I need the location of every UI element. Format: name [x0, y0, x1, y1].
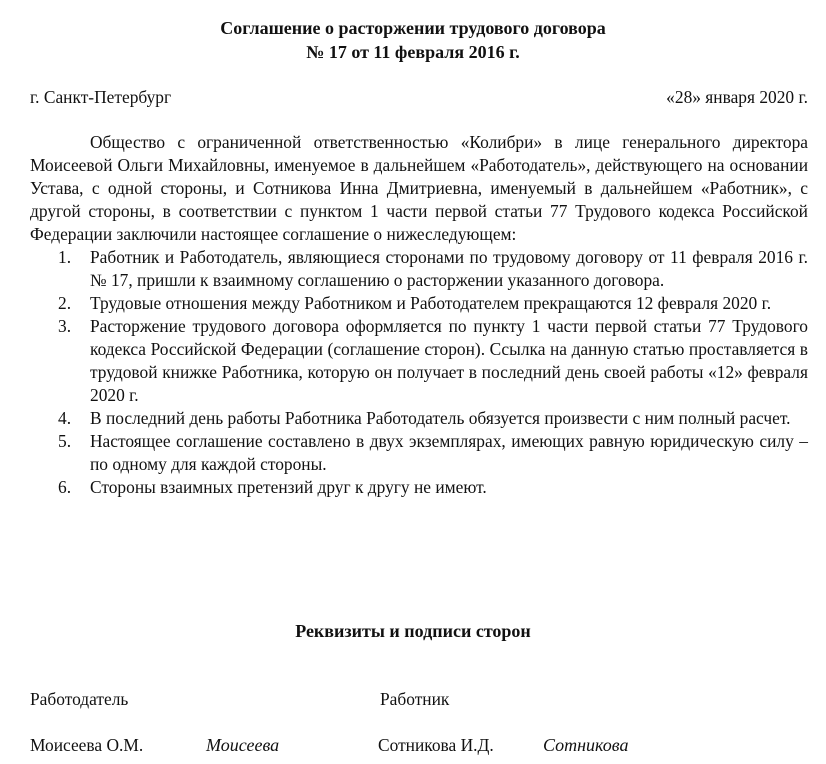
document-number-date: № 17 от 11 февраля 2016 г. — [306, 42, 520, 62]
item-number: 3. — [58, 316, 72, 336]
employee-name: Сотникова И.Д. — [378, 735, 494, 755]
list-item — [30, 315, 808, 407]
item-text: Работник и Работодатель, являющиеся сторонами по трудовому договору от 11 февраля 2016 г. № 17, пришли к взаимному соглашению о расторжении указанного договора. — [90, 247, 808, 290]
item-text: В последний день работы Работника Работодатель обязуется произвести с ним полный расчет. — [90, 408, 791, 428]
item-text: Расторжение трудового договора оформляется по пункту 1 части первой статьи 77 Трудового кодекса Российской Федерации (соглашение сторон). Ссылка на данную статью проставляется в трудовой книжке Работника, которую он получает в последний день своей работы «12» февраля 2020 г. — [90, 316, 808, 405]
list-item — [30, 246, 808, 292]
item-text: Трудовые отношения между Работником и Работодателем прекращаются 12 февраля 2020 г. — [90, 293, 772, 313]
item-number: 6. — [58, 477, 72, 497]
employer-signature: Моисеева — [206, 735, 280, 755]
employee-signature: Сотникова — [543, 735, 629, 755]
item-text: Стороны взаимных претензий друг к другу не имеют. — [90, 477, 487, 497]
intro-paragraph: Общество с ограниченной ответственностью «Колибри» в лице генерального директора Моисеевой Ольги Михайловны, именуемое в дальнейшем «Работодатель», действующего на основании Устава, с одной стороны, и Сотникова Инна Дмитриевна, именуемый в дальнейшем «Работник», с другой стороны, в соответствии с пунктом 1 части первой статьи 77 Трудового кодекса Российской Федерации заключили настоящее соглашение о нижеследующем: — [30, 132, 808, 244]
document-title: Соглашение о расторжении трудового договора — [220, 18, 606, 38]
city: г. Санкт-Петербург — [30, 87, 172, 107]
agreement-items — [30, 246, 808, 499]
list-item — [30, 407, 808, 430]
item-number: 2. — [58, 293, 72, 313]
item-number: 4. — [58, 408, 72, 428]
item-number: 1. — [58, 247, 72, 267]
requisites-title: Реквизиты и подписи сторон — [295, 621, 531, 641]
item-number: 5. — [58, 431, 72, 451]
agreement-body — [30, 131, 808, 499]
employee-label: Работник — [380, 689, 450, 709]
place-date-row — [30, 86, 808, 109]
item-text: Настоящее соглашение составлено в двух экземплярах, имеющих равную юридическую силу – по одному для каждой стороны. — [90, 431, 808, 474]
employer-name: Моисеева О.М. — [30, 735, 144, 755]
list-item — [30, 292, 808, 315]
date: «28» января 2020 г. — [666, 87, 808, 107]
list-item — [30, 476, 808, 499]
list-item — [30, 430, 808, 476]
employer-label: Работодатель — [30, 689, 129, 709]
